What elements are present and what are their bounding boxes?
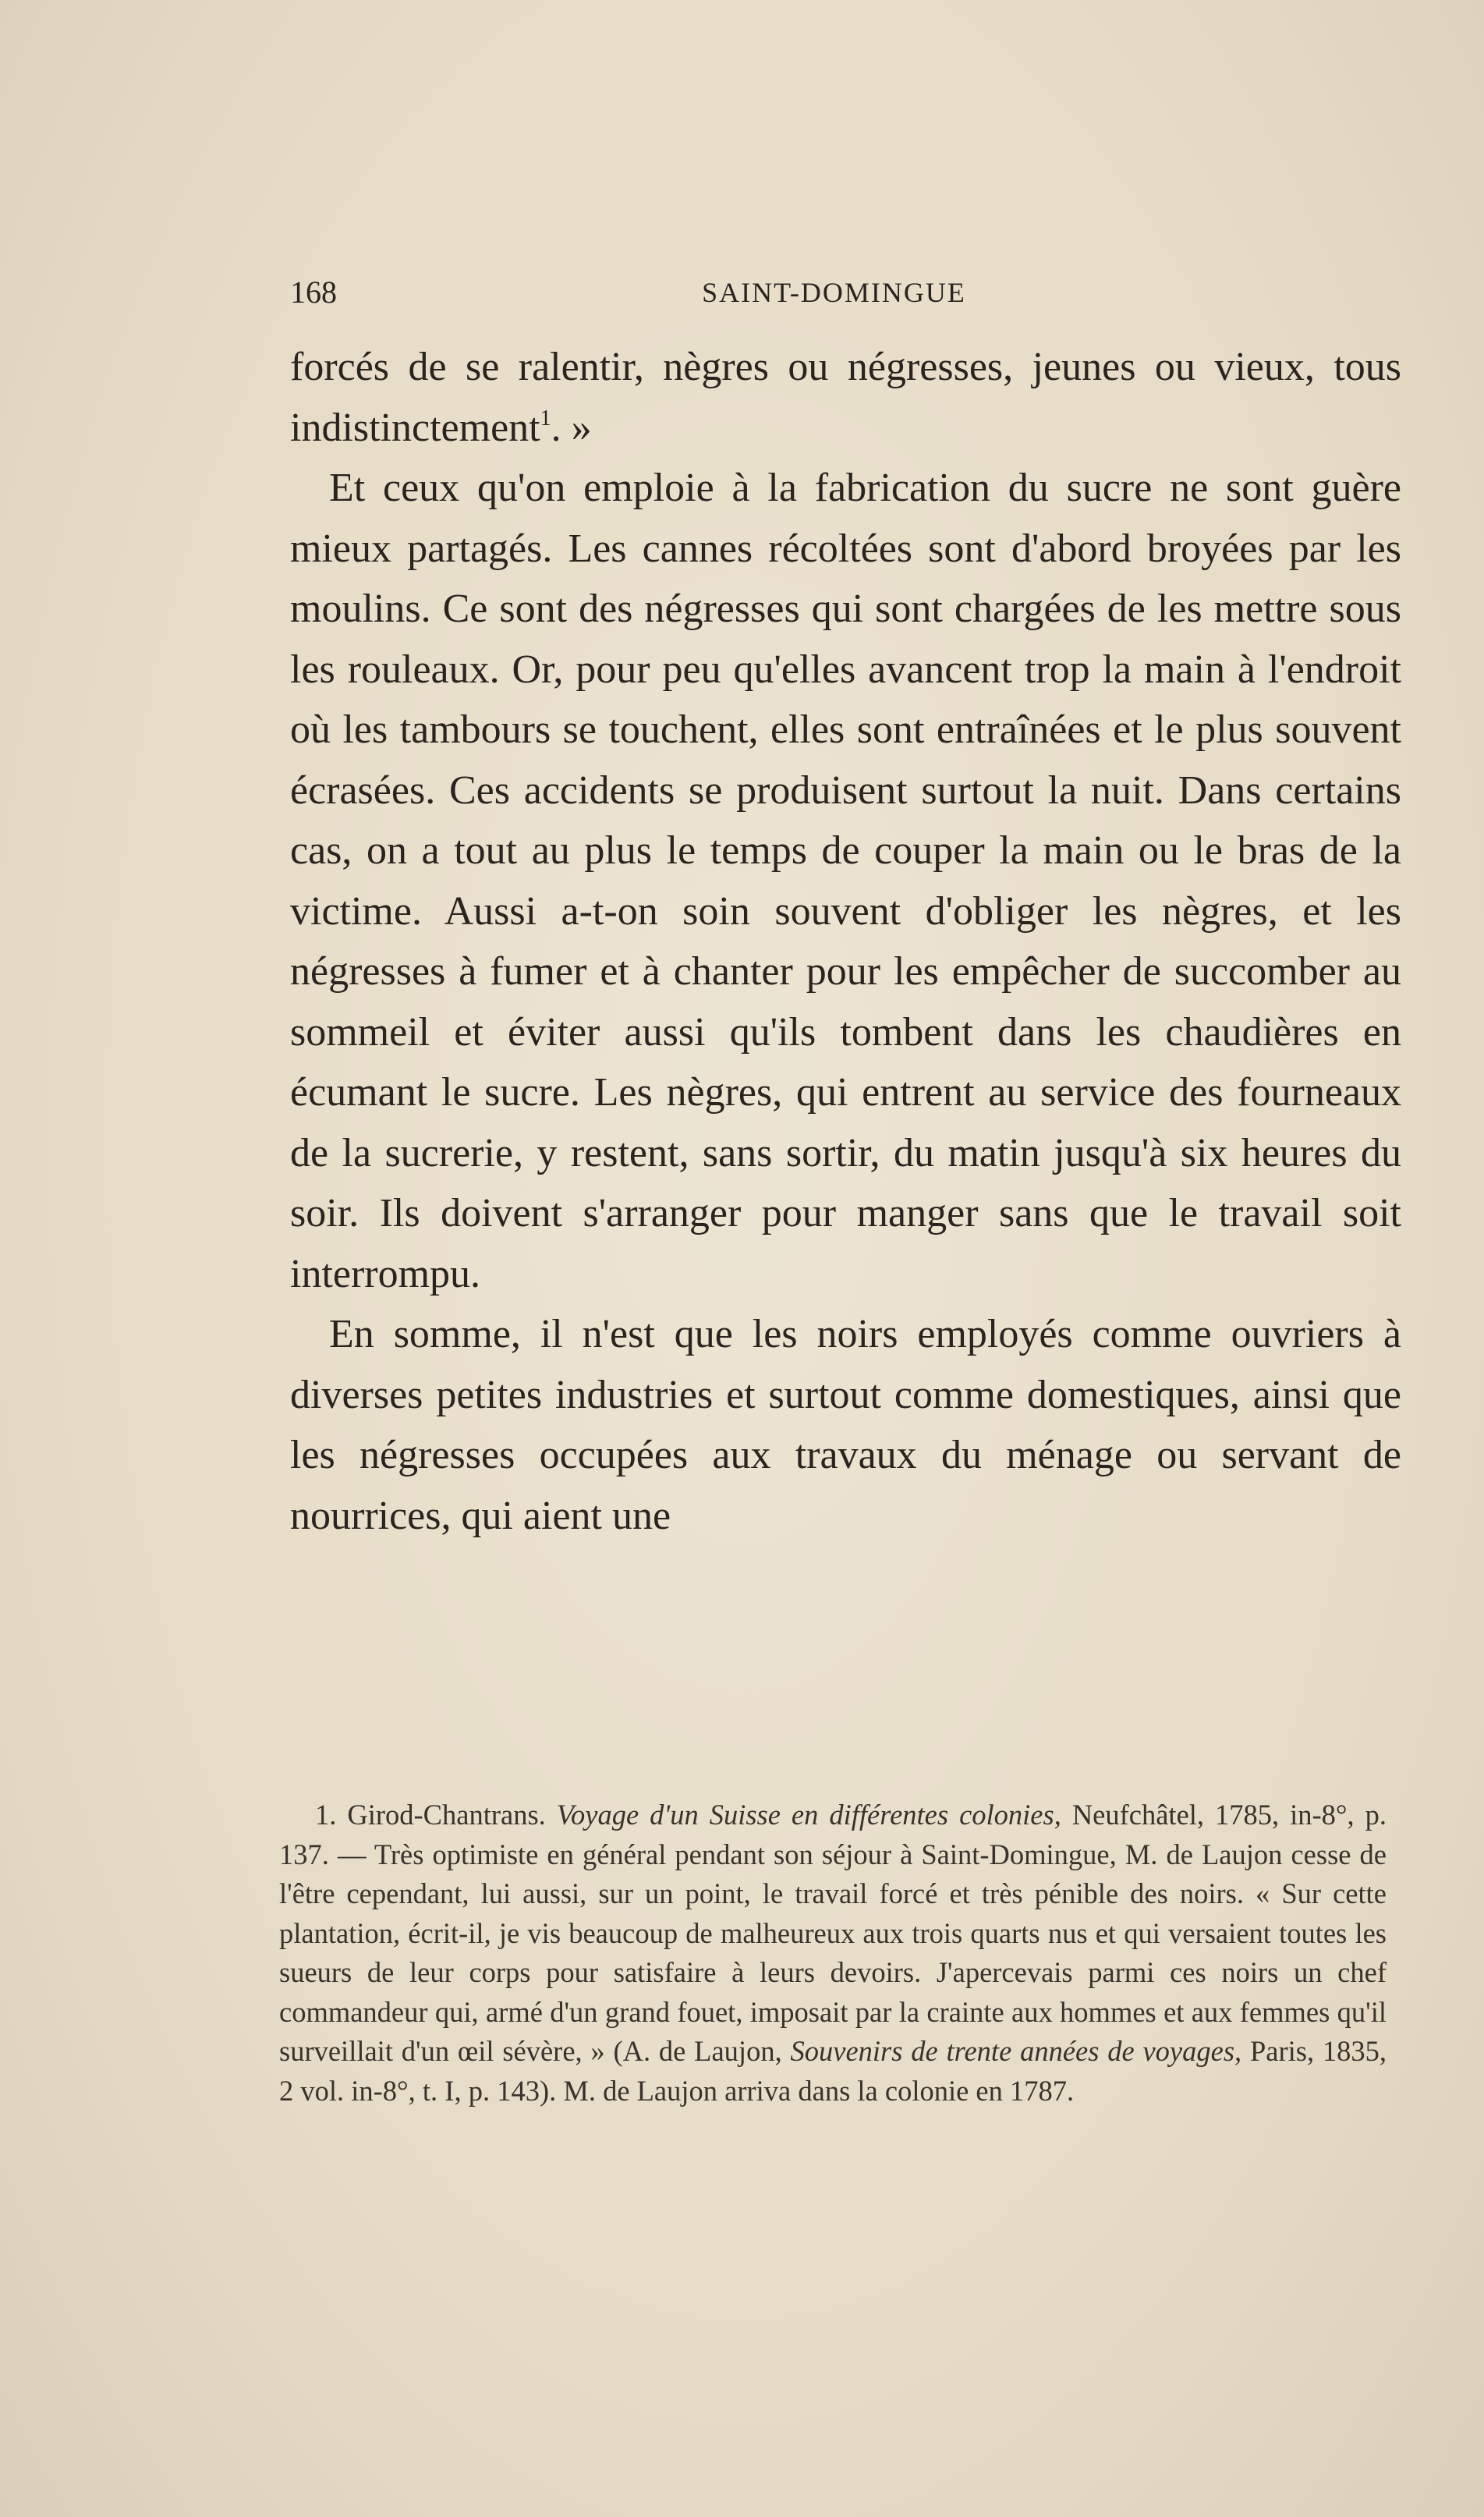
footnote-number: 1. xyxy=(315,1799,337,1831)
footnote-1 xyxy=(279,1796,1387,2111)
page-number: 168 xyxy=(290,275,337,310)
footnote-text-1: Neufchâtel, 1785, in-8°, p. 137. — Très optimiste en général pendant son séjour à Saint-Domingue, M. de Laujon cesse de l'être cependant, lui aussi, sur un point, le travail forcé et très pénible des noirs. « Sur cette plantation, écrit-il, je vis beaucoup de malheureux aux trois quarts nus et qui versaient toutes les sueurs de leur corps pour satisfaire à leurs devoirs. J'apercevais parmi ces noirs un chef commandeur qui, armé d'un grand fouet, imposait par la crainte aux hommes et aux femmes qu'il surveillait d'un œil sévère, » (A. de Laujon, xyxy=(279,1799,1387,2067)
footnote-text-2: Paris, 1835, 2 vol. in-8°, t. I, p. 143). M. de Laujon arriva dans la colonie en 1787. xyxy=(279,2035,1387,2107)
paragraph-2: Et ceux qu'on emploie à la fabrication du sucre ne sont guère mieux partagés. Les cannes récoltées sont d'abord broyées par les moulins. Ce sont des négresses qui sont chargées de les mettre sous les rouleaux. Or, pour peu qu'elles avancent trop la main à l'endroit où les tambours se touchent, elles sont entraînées et le plus souvent écrasées. Ces accidents se produisent surtout la nuit. Dans certains cas, on a tout au plus le temps de couper la main ou le bras de la victime. Aussi a-t-on soin souvent d'obliger les nègres, et les négresses à fumer et à chanter pour les empêcher de succomber au sommeil et éviter aussi qu'ils tombent dans les chaudières en écumant le sucre. Les nègres, qui entrent au service des fourneaux de la sucrerie, y restent, sans sortir, du matin jusqu'à six heures du soir. Ils doivent s'arranger pour manger sans que le travail soit interrompu. xyxy=(290,466,1401,1296)
paragraph-1-text: forcés de se ralentir, nègres ou négresses, jeunes ou vieux, tous indistinctement xyxy=(290,345,1401,450)
footnote-author: Girod-Chantrans. xyxy=(347,1799,546,1831)
footnotes xyxy=(279,1796,1387,2111)
paragraph-3: En somme, il n'est que les noirs employés comme ouvriers à diverses petites industries et surtout comme domestiques, ainsi que les négresses occupées aux travaux du ménage ou servant de nourrices, qui aient une xyxy=(290,1312,1401,1538)
footnote-title-2: Souvenirs de trente années de voyages, xyxy=(790,2035,1242,2067)
paragraph-continuation xyxy=(290,337,1401,458)
paragraph-1-end: . » xyxy=(551,405,592,450)
footnote-reference: 1 xyxy=(540,406,551,431)
page-header xyxy=(290,273,1378,312)
running-title: SAINT-DOMINGUE xyxy=(702,277,966,308)
main-text xyxy=(290,337,1401,1546)
footnote-title-1: Voyage d'un Suisse en différentes colonies, xyxy=(556,1799,1061,1831)
